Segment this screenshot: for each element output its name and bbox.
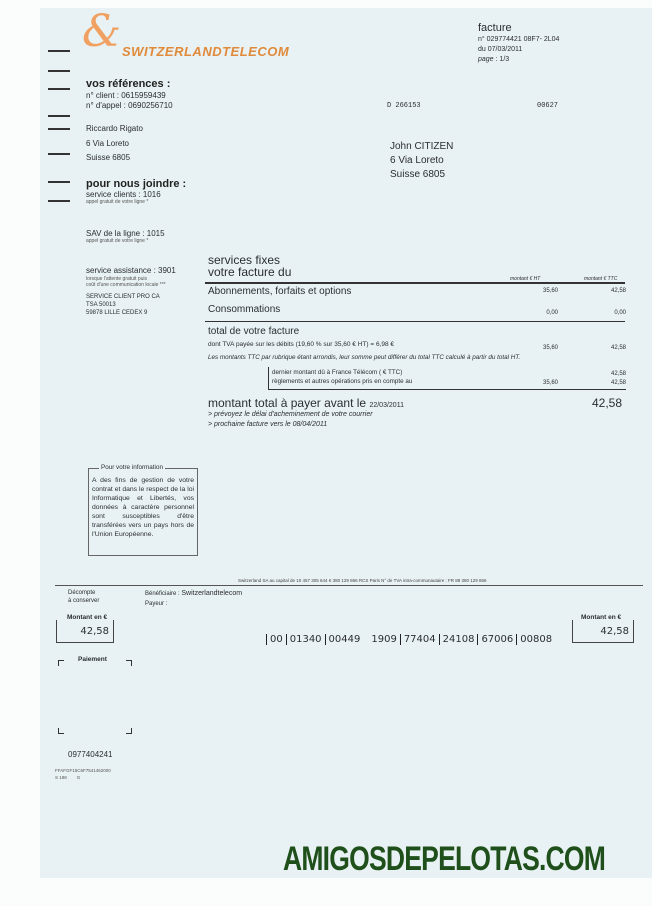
section-title: services fixes [208,253,281,267]
logo-icon: & [82,6,122,57]
fold-mark [48,50,70,52]
hint: > prochaine facture vers le 08/04/2011 [208,421,328,428]
service-clients: service clients : 1016 [86,190,161,199]
total-label: total de votre facture [208,326,300,337]
amount-value: 42,58 [600,626,629,637]
amount-label: Montant en € [67,614,108,621]
address-line: TSA 50013 [86,302,116,308]
amount-label: Montant en € [581,614,622,621]
divider [268,389,626,390]
pay-amount: 42,58 [591,396,622,410]
last-amount: 42,58 [610,371,626,377]
fold-mark [48,181,70,183]
invoice-page [40,8,652,878]
call-number: n° d'appel : 0690256710 [86,101,173,110]
fold-mark [48,128,70,130]
pay-before: montant total à payer avant le 22/03/2011 [208,396,404,410]
col-ttc: montant € TTC [584,276,618,282]
divider [205,321,625,322]
code-segment: 00 [266,634,286,645]
tva-line: dont TVA payée sur les débits (19,60 % sur 35,60 € HT) = 6,98 € [208,341,395,348]
payments-amount: 42,58 [610,380,626,386]
service-assistance: service assistance : 3901 [86,266,176,275]
brand-name: SWITZERLANDTELECOM [122,44,290,59]
info-box-text: A des fins de gestion de votre contrat et dans le respect de la loi Informatique et Libertés, vos données à caractère personnel sont susceptibles d'être transférées vers un pays hors de l'Union Européenne. [92,477,194,538]
invoice-page: page : 1/3 [478,56,510,63]
sequence-code: 00627 [537,102,559,110]
sav-line: SAV de la ligne : 1015 [86,229,165,238]
code-segment: 00808 [516,634,555,645]
info-box [88,464,198,556]
row-ttc: 42,58 [610,288,626,294]
fold-mark [48,153,70,155]
slip-code: FFAFGF15C6F7541462000 [55,768,111,773]
code-segment: 24108 [439,634,478,645]
col-ht: montant € HT [510,276,541,282]
row-label: Abonnements, forfaits et options [208,286,352,297]
payment-code-line [266,627,555,646]
sort-code: D 266153 [387,102,421,110]
conserver-label: à conserver [68,598,100,604]
decompte-label: Décompte [68,590,96,596]
invoice-date: du 07/03/2011 [478,46,523,53]
payments-label: règlements et autres opérations pris en compte au [272,378,413,385]
fold-mark [48,88,70,90]
recipient-name: John CITIZEN [390,141,454,152]
last-amount-label: dernier montant dû à France Télécom ( € TTC) [272,369,403,376]
code-segment: 67006 [477,634,516,645]
section-subtitle: votre facture du [208,265,292,279]
recipient-city: Suisse 6805 [390,169,446,180]
amount-value: 42,58 [80,626,109,637]
address-line: 59878 LILLE CEDEX 9 [86,310,148,316]
code-segment: 01340 [286,634,325,645]
sav-note: appel gratuit de votre ligne * [86,238,149,244]
tear-line [55,585,643,586]
watermark: AMIGOSDEPELOTAS.COM [283,840,606,878]
amount-box-left [56,614,114,643]
sender-name: Riccardo Rigato [86,124,143,133]
total-ht: 35,60 [542,345,558,351]
legal-notice: Switzerland SA au capital de 10 457 305 644 € 380 129 866 RCS Paris N° de TVA intra-communautaire : FR 89 380 129 866 [238,578,487,583]
fold-mark [48,115,70,117]
assistance-note: lorsque l'attente gratuit puis [86,276,147,282]
row-ht: 0,00 [546,310,558,316]
recipient-street: 6 Via Loreto [390,155,444,166]
payments-ht: 35,60 [542,380,558,386]
row-label: Consommations [208,304,281,315]
code-segment: 00449 [325,634,364,645]
address-line: SERVICE CLIENT PRO CA [86,294,160,300]
divider [268,367,269,389]
slip-code: S 188 G [55,775,81,780]
sender-city: Suisse 6805 [86,153,131,162]
info-box-title: Pour votre information [101,464,163,471]
amount-box-right [572,614,634,643]
beneficiary: Bénéficiaire : Switzerlandtelecom [145,590,243,597]
slip-reference: 0977404241 [68,750,113,759]
rounding-note: Les montants TTC par rubrique étant arrondis, leur somme peut différer du total TTC calculé à partir du total HT. [208,354,521,361]
fold-mark [48,70,70,72]
assistance-note: coût d'une communication locale *** [86,282,166,288]
payment-box [58,656,132,734]
sender-street: 6 Via Loreto [86,139,129,148]
divider [205,282,625,284]
invoice-title: facture [478,22,512,34]
hint: > prévoyez le délai d'acheminement de votre courrier [208,411,373,418]
references-heading: vos références : [86,78,171,90]
fold-mark [48,200,70,202]
code-segment: 1909 [371,634,397,645]
payer-label: Payeur : [145,601,168,607]
invoice-number: n° 029774421 08F7- 2L04 [478,36,560,43]
contact-heading: pour nous joindre : [86,178,187,190]
total-ttc: 42,58 [610,345,626,351]
payment-label: Paiement [78,656,107,663]
row-ht: 35,60 [542,288,558,294]
code-segment: 77404 [400,634,439,645]
client-number: n° client : 0615959439 [86,91,166,100]
row-ttc: 0,00 [614,310,626,316]
service-clients-note: appel gratuit de votre ligne * [86,199,149,205]
